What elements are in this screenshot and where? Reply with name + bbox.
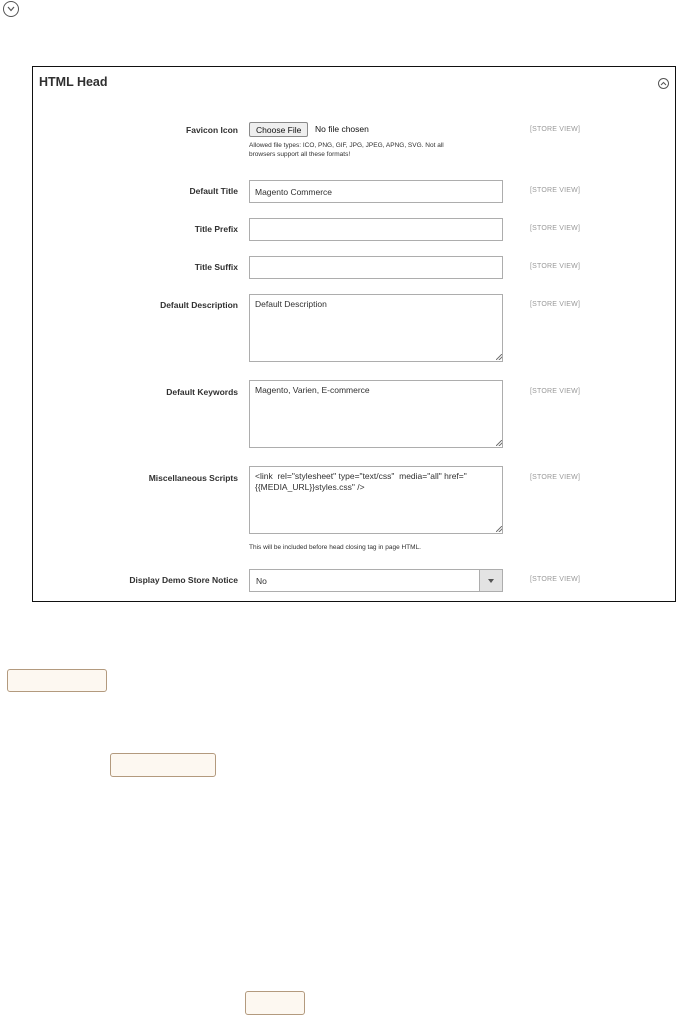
- favicon-note-line1: Allowed file types: ICO, PNG, GIF, JPG, JPEG, APNG, SVG. Not all: [249, 142, 444, 149]
- misc-scripts-label: Miscellaneous Scripts: [148, 473, 238, 483]
- misc-scripts-note: This will be included before head closing tag in page HTML.: [249, 544, 421, 551]
- demo-notice-value: No: [256, 576, 267, 586]
- placeholder-box: [245, 991, 305, 1015]
- title-suffix-label: Title Suffix: [194, 262, 238, 272]
- collapse-section-icon[interactable]: [658, 78, 669, 89]
- panel-title: HTML Head: [39, 75, 108, 89]
- demo-notice-label: Display Demo Store Notice: [129, 575, 238, 585]
- default-title-input[interactable]: [249, 180, 503, 203]
- default-keywords-label: Default Keywords: [166, 387, 238, 397]
- html-head-panel: [32, 66, 676, 602]
- placeholder-box: [7, 669, 107, 692]
- scope-label: [STORE VIEW]: [530, 126, 581, 133]
- default-description-textarea[interactable]: [249, 294, 503, 362]
- demo-notice-select[interactable]: [249, 569, 503, 592]
- dropdown-arrow-icon[interactable]: [479, 570, 502, 591]
- default-description-label: Default Description: [160, 300, 238, 310]
- expand-section-icon[interactable]: [3, 1, 19, 17]
- default-keywords-textarea[interactable]: [249, 380, 503, 448]
- favicon-note: [249, 141, 444, 159]
- resize-handle[interactable]: [496, 354, 502, 360]
- favicon-note-line2: browsers support all these formats!: [249, 151, 351, 158]
- misc-scripts-textarea[interactable]: [249, 466, 503, 534]
- file-status: No file chosen: [315, 124, 369, 134]
- scope-label: [STORE VIEW]: [530, 263, 581, 270]
- title-suffix-input[interactable]: [249, 256, 503, 279]
- choose-file-button[interactable]: Choose File: [249, 122, 308, 137]
- default-title-label: Default Title: [189, 186, 238, 196]
- scope-label: [STORE VIEW]: [530, 187, 581, 194]
- scope-label: [STORE VIEW]: [530, 301, 581, 308]
- title-prefix-input[interactable]: [249, 218, 503, 241]
- scope-label: [STORE VIEW]: [530, 576, 581, 583]
- resize-handle[interactable]: [496, 526, 502, 532]
- scope-label: [STORE VIEW]: [530, 225, 581, 232]
- scope-label: [STORE VIEW]: [530, 474, 581, 481]
- resize-handle[interactable]: [496, 440, 502, 446]
- scope-label: [STORE VIEW]: [530, 388, 581, 395]
- placeholder-box: [110, 753, 216, 777]
- title-prefix-label: Title Prefix: [194, 224, 238, 234]
- favicon-label: Favicon Icon: [186, 125, 238, 135]
